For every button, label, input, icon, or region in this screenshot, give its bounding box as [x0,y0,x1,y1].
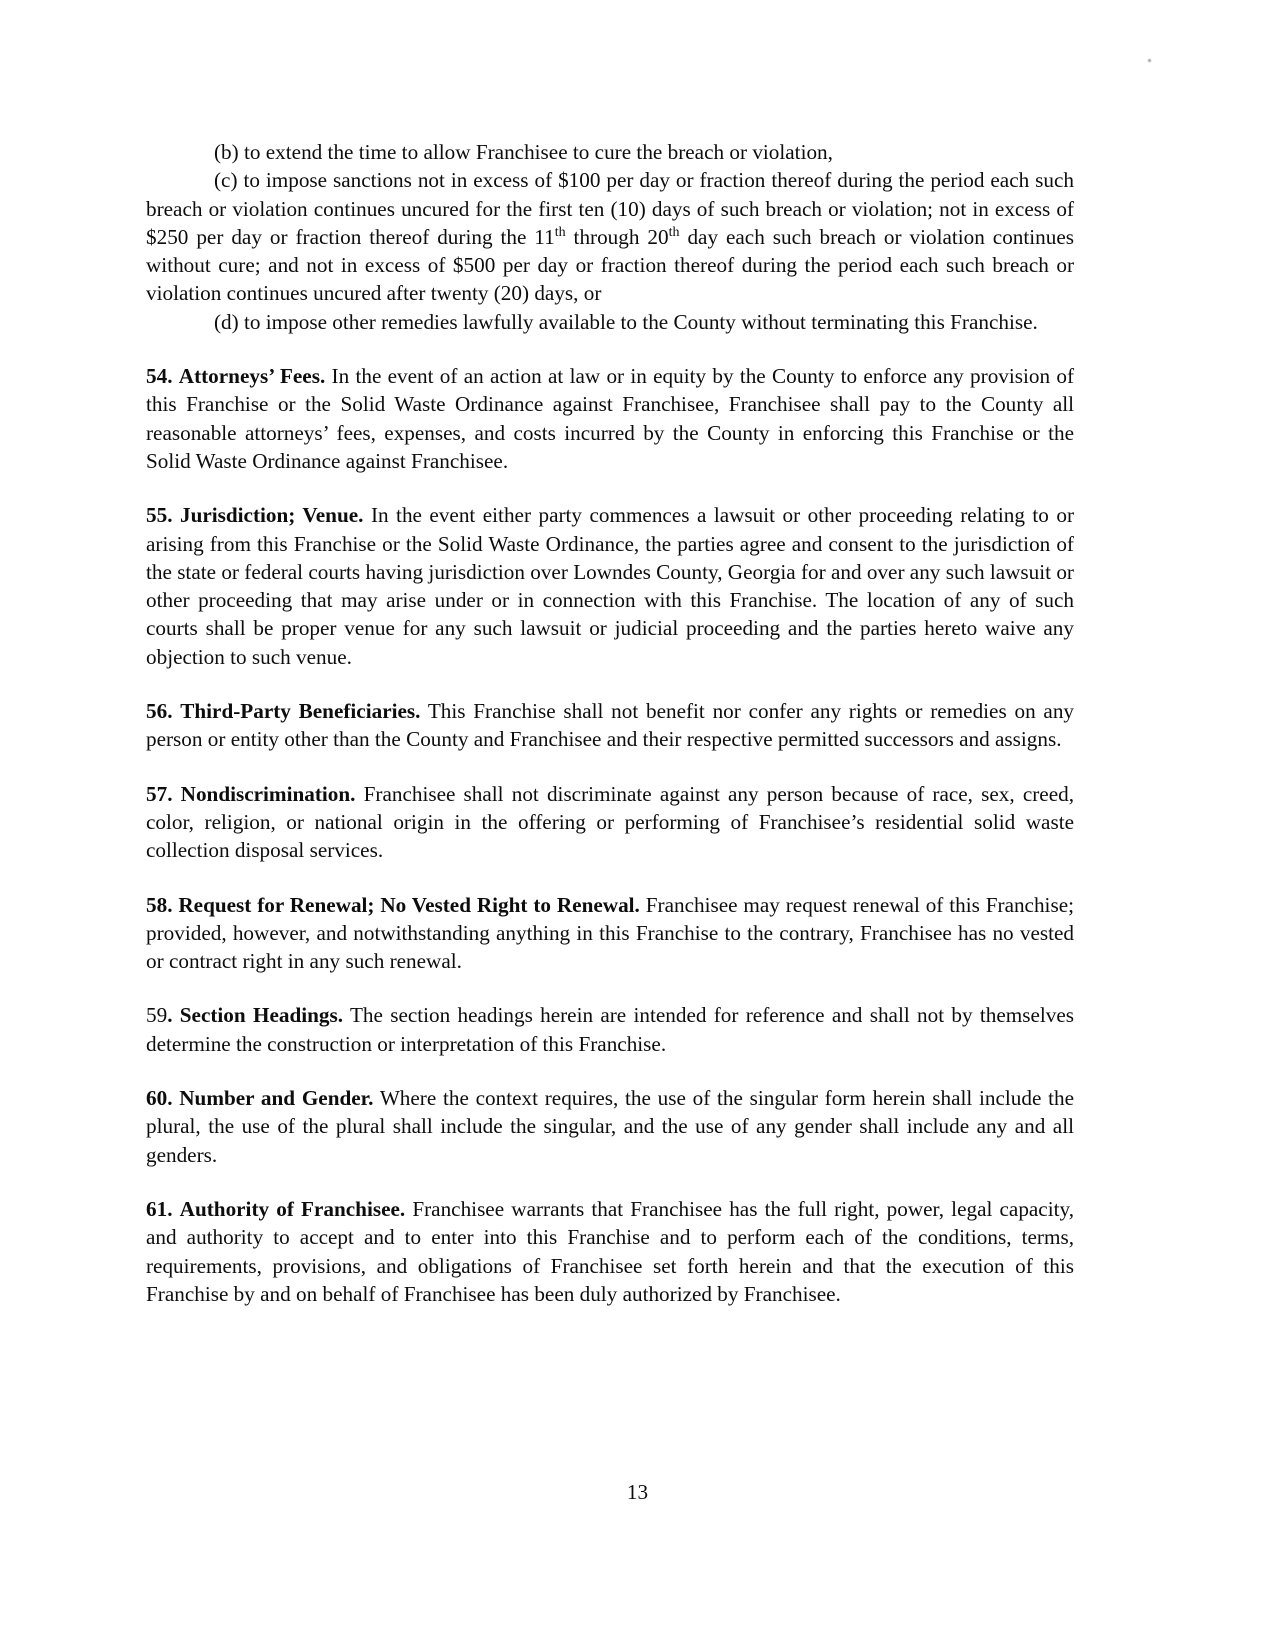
section-58-text: Franchisee may request renewal of this Franchise; provided, however, and notwithstanding anything in this Franchise to the contrary, Franchisee has no vested or contract right in any such renewal. [146,892,1074,974]
clause-c-part-1: (c) to impose sanctions not in excess of $100 per day or fraction thereof during the period each such breach or violation continues uncured for the first ten (10) days of such breach or violation; not in excess of $250 per day or fraction thereof during the 11 [146,168,1074,249]
section-60-text: Where the context requires, the use of the singular form herein shall include the plural, the use of the plural shall include the singular, and the use of any gender shall include any and all genders. [146,1086,1075,1167]
section-54-number: 54. [146,364,173,389]
ordinal-suffix-11th: th [554,224,566,240]
section-60-paragraph [146,1084,1074,1169]
section-57-paragraph [146,780,1074,865]
section-61-number: 61. [146,1196,173,1221]
section-61-text: Franchisee warrants that Franchisee has the full right, power, legal capacity, and authority to accept and to enter into this Franchise and to perform each of the conditions, terms, requirements, provisions, and obligations of Franchisee set forth herein and that the execution of this Franchise by and on behalf of Franchisee has been duly authorized by Franchisee. [146,1196,1075,1306]
section-58-number: 58. [146,892,173,917]
section-54-heading: Attorneys’ Fees. [178,364,326,389]
ordinal-suffix-20th: th [668,224,680,240]
section-61-paragraph [146,1195,1074,1308]
scan-artifact-speck [1147,58,1152,63]
page-number: 13 [626,1480,649,1504]
section-60-heading: Number and Gender. [179,1086,374,1111]
section-59-number: 59 [146,1003,168,1028]
section-56-number: 56. [146,699,173,724]
clause-c-part-3: day each such breach or violation continues without cure; and not in excess of $500 per day or fraction thereof during the period each such breach or violation continues uncured after twenty (20) days, or [146,224,1074,306]
section-56-paragraph [146,697,1074,754]
document-body [146,138,1074,1308]
section-58-paragraph [146,891,1074,976]
section-60-number: 60. [146,1086,173,1111]
section-56-heading: Third-Party Beneficiaries. [180,699,421,724]
section-61-heading: Authority of Franchisee. [179,1196,406,1221]
section-54-paragraph [146,362,1074,475]
section-59-text: The section headings herein are intended for reference and shall not by themselves determine the construction or interpretation of this Franchise. [146,1003,1074,1056]
section-56-text: This Franchise shall not benefit nor confer any rights or remedies on any person or entity other than the County and Franchisee and their respective permitted successors and assigns. [146,699,1075,752]
section-55-text: In the event either party commences a lawsuit or other proceeding relating to or arising from this Franchise or the Solid Waste Ordinance, the parties agree and consent to the jurisdiction of the state or federal courts having jurisdiction over Lowndes County, Georgia for and over any such lawsuit or other proceeding that may arise under or in connection with this Franchise. The location of any of such courts shall be proper venue for any such lawsuit or judicial proceeding and the parties hereto waive any objection to such venue. [146,503,1075,669]
section-55-number: 55. [146,503,173,528]
section-58-heading: Request for Renewal; No Vested Right to Renewal. [178,892,640,917]
clause-b-paragraph: (b) to extend the time to allow Franchisee to cure the breach or violation, [214,140,833,164]
section-57-number: 57. [146,781,173,806]
clause-c-paragraph [146,166,1074,307]
clause-d-paragraph: (d) to impose other remedies lawfully available to the County without terminating this Franchise. [214,309,1038,334]
section-55-heading: Jurisdiction; Venue. [179,503,364,528]
section-55-paragraph [146,501,1074,671]
section-59-heading: . Section Headings. [167,1003,344,1028]
clause-c-part-2: through 20 [565,224,669,249]
section-59-paragraph [146,1001,1074,1058]
section-57-heading: Nondiscrimination. [180,781,356,806]
section-54-text: In the event of an action at law or in equity by the County to enforce any provision of this Franchise or the Solid Waste Ordinance against Franchisee, Franchisee shall pay to the County all reasonable attorneys’ fees, expenses, and costs incurred by the County in enforcing this Franchise or the Solid Waste Ordinance against Franchisee. [146,364,1075,473]
section-57-text: Franchisee shall not discriminate against any person because of race, sex, creed, color, religion, or national origin in the offering or performing of Franchisee’s residential solid waste collection disposal services. [146,781,1074,863]
